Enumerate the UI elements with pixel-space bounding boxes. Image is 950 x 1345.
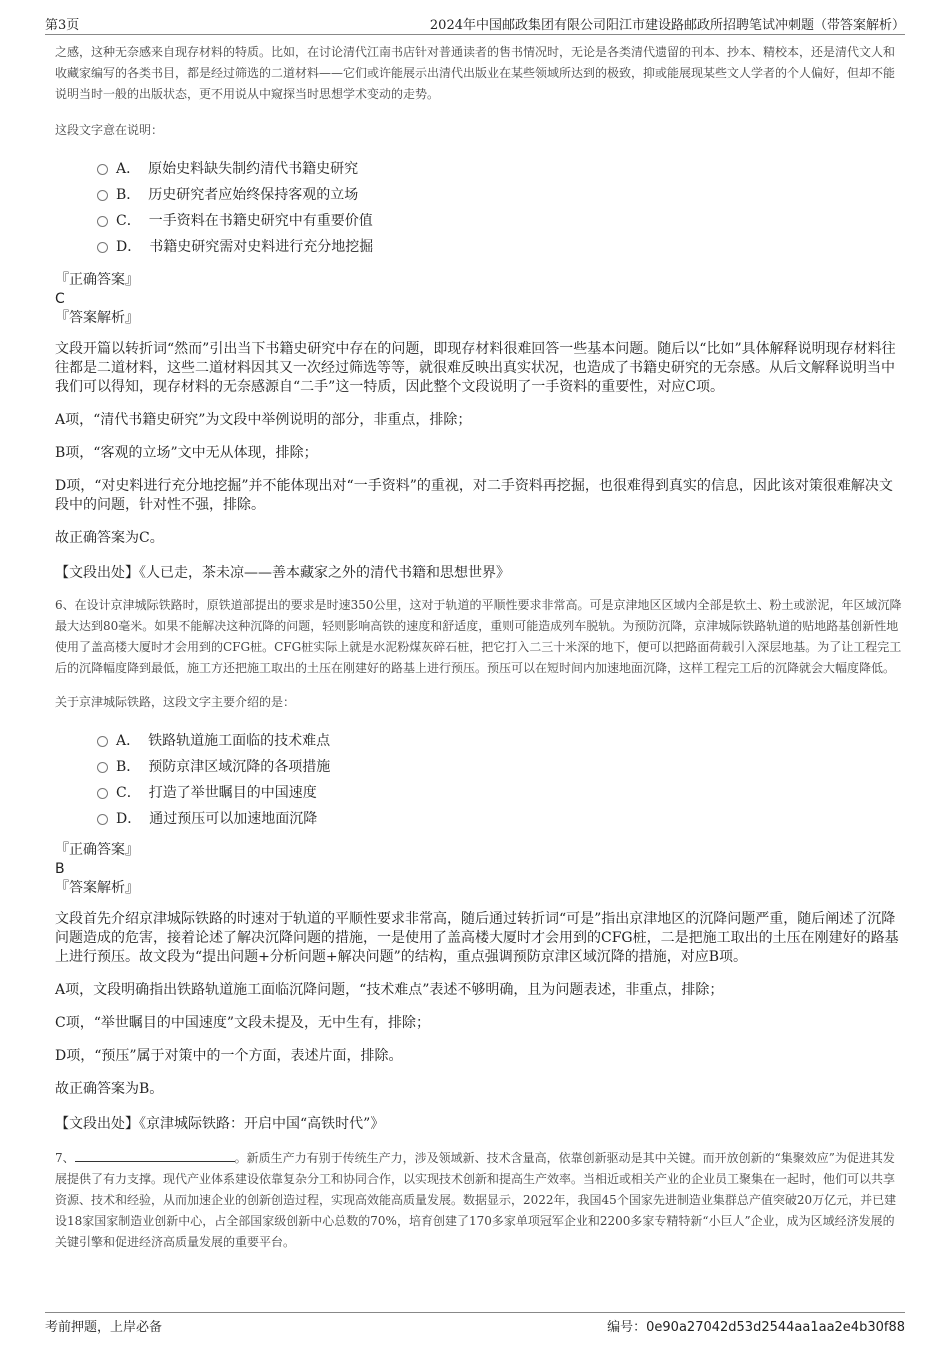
q6-options [97, 728, 905, 832]
option-letter: D． [116, 811, 142, 827]
option-text: 历史研究者应始终保持客观的立场 [148, 187, 359, 203]
q6-passage: 6、在设计京津城际铁路时，原铁道部提出的要求是时速350公里，这对于轨道的平顺性要求非常高。可是京津地区区域内全部是软土、粉土或淤泥，年区域沉降最大达到80毫米。如果不能解决这种沉降的问题，轻则影响高铁的速度和舒适度，重则可能造成列车脱轨。为预防沉降，京津城际铁路轨道的贴地路基创新性地使用了盖高楼大厦时才会用到的CFG桩。CFG桩实际上就是水泥粉煤灰碎石桩，把它打入二三十米深的地下，便可以把路面荷载引入深层地基。为了让工程完工后的沉降幅度降到最低，施工方还把施工取出的土压在刚建好的路基上进行预压。预压可以在短时间内加速地面沉降，这样工程完工后的沉降就会大幅度降低。 [55, 598, 902, 675]
q6-analysis-c: C项，“举世瞩目的中国速度”文段未提及，无中生有，排除； [55, 1015, 431, 1031]
option-text: 铁路轨道施工面临的技术难点 [148, 733, 331, 749]
radio-icon[interactable] [97, 164, 108, 175]
option-text: 原始史料缺失制约清代书籍史研究 [148, 161, 359, 177]
radio-icon[interactable] [97, 190, 108, 201]
q6-analysis-label: 『答案解析』 [55, 880, 139, 896]
radio-icon[interactable] [97, 788, 108, 799]
q5-option-b[interactable] [97, 182, 905, 208]
q5-analysis-main: 文段开篇以转折词“然而”引出当下书籍史研究中存在的问题，即现存材料很难回答一些基本问题。随后以“比如”具体解释说明现存材料往往都是二道材料，这些二道材料因其又一次经过筛选等等，就很难反映出真实状况，也造成了书籍史研究的无奈感。从后文解释说明当中我们可以得知，现存材料的无奈感源自“二手”这一特质，因此整个文段说明了一手资料的重要性，对应C项。 [55, 341, 896, 395]
q5-conclusion: 故正确答案为C。 [55, 530, 164, 546]
option-text: 书籍史研究需对史料进行充分地挖掘 [149, 239, 374, 255]
q5-analysis-label: 『答案解析』 [55, 310, 139, 326]
q5-prompt: 这段文字意在说明： [55, 123, 164, 137]
q5-options [97, 156, 905, 260]
radio-icon[interactable] [97, 762, 108, 773]
page-footer [45, 1312, 905, 1337]
page-number: 第3页 [45, 18, 80, 33]
q5-option-d[interactable] [97, 234, 905, 260]
q6-option-b[interactable] [97, 754, 905, 780]
q6-source: 【文段出处】《京津城际铁路：开启中国“高铁时代”》 [55, 1116, 385, 1132]
q6-option-d[interactable] [97, 806, 905, 832]
q6-option-a[interactable] [97, 728, 905, 754]
q5-analysis-b: B项，“客观的立场”文中无从体现，排除； [55, 445, 318, 461]
option-text: 预防京津区域沉降的各项措施 [148, 759, 331, 775]
q5-passage: 之感，这种无奈感来自现存材料的特质。比如，在讨论清代江南书店针对普通读者的售书情况时，无论是各类清代遗留的刊本、抄本、精校本，还是清代文人和收藏家编写的各类书目，都是经过筛选的二道材料——它们或许能展示出清代出版业在某些领域所达到的极致，抑或能展现某些文人学者的个人偏好，但却不能说明当时一般的出版状态，更不用说从中窥探当时思想学术变动的走势。 [55, 45, 896, 101]
q5-option-c[interactable] [97, 208, 905, 234]
q5-answer-label: 『正确答案』 [55, 272, 139, 288]
option-letter: A． [116, 733, 141, 749]
q6-prompt: 关于京津城际铁路，这段文字主要介绍的是： [55, 695, 296, 709]
main-content [55, 42, 905, 1253]
document-code [607, 1316, 905, 1335]
option-letter: B． [116, 187, 141, 203]
document-title: 2024年中国邮政集团有限公司阳江市建设路邮政所招聘笔试冲刺题（带答案解析） [429, 18, 905, 33]
q5-option-a[interactable] [97, 156, 905, 182]
radio-icon[interactable] [97, 216, 108, 227]
radio-icon[interactable] [97, 814, 108, 825]
q7-passage [55, 1148, 905, 1253]
q5-source: 【文段出处】《人已走，茶未凉——善本藏家之外的清代书籍和思想世界》 [55, 565, 510, 581]
q6-conclusion: 故正确答案为B。 [55, 1081, 164, 1097]
option-letter: A． [116, 161, 141, 177]
q5-analysis-a: A项，“清代书籍史研究”为文段中举例说明的部分，非重点，排除； [55, 412, 472, 428]
q6-analysis-d: D项，“预压”属于对策中的一个方面，表述片面，排除。 [55, 1048, 403, 1064]
option-letter: C． [116, 785, 141, 801]
fill-in-blank [75, 1149, 235, 1162]
radio-icon[interactable] [97, 736, 108, 747]
option-text: 一手资料在书籍史研究中有重要价值 [148, 213, 373, 229]
footer-slogan: 考前押题，上岸必备 [45, 1320, 163, 1335]
option-letter: D． [116, 239, 142, 255]
q6-option-c[interactable] [97, 780, 905, 806]
q5-analysis-d: D项，“对史料进行充分地挖掘”并不能体现出对“一手资料”的重视，对二手资料再挖掘，也很难得到真实的信息，因此该对策很难解决文段中的问题，针对性不强，排除。 [55, 478, 893, 513]
q7-text: 。新质生产力有别于传统生产力，涉及领域新、技术含量高，依靠创新驱动是其中关键。而开放创新的“集聚效应”为促进其发展提供了有力支撑。现代产业体系建设依靠复杂分工和协同合作，以实现技术创新和提高生产效率。当相近或相关产业的企业员工聚集在一起时，他们可以共享资源、技术和经验，从而加速企业的创新创造过程，实现高效能高质量发展。数据显示，2022年，我国45个国家先进制造业集群总产值突破20万亿元，并已建设18家国家制造业创新中心，占全部国家级创新中心总数的70%，培育创建了170多家单项冠军企业和2200多家专精特新“小巨人”企业，成为区域经济发展的关键引擎和促进经济高质量发展的重要平台。 [55, 1151, 897, 1249]
radio-icon[interactable] [97, 242, 108, 253]
option-text: 打造了举世瞩目的中国速度 [148, 785, 317, 801]
q6-answer-label: 『正确答案』 [55, 842, 139, 858]
q6-analysis-main: 文段首先介绍京津城际铁路的时速对于轨道的平顺性要求非常高，随后通过转折词“可是”指出京津地区的沉降问题严重，随后阐述了沉降问题造成的危害，接着论述了解决沉降问题的措施，一是使用了盖高楼大厦时才会用到的CFG桩，二是把施工取出的土压在刚建好的路基上进行预压。故文段为“提出问题+分析问题+解决问题”的结构，重点强调预防京津区域沉降的措施，对应B项。 [55, 911, 899, 965]
q6-answer: B [55, 861, 65, 877]
q6-analysis-a: A项，文段明确指出铁路轨道施工面临沉降问题，“技术难点”表述不够明确，且为问题表述，非重点，排除； [55, 982, 724, 998]
q5-answer: C [55, 291, 65, 307]
q7-number: 7、 [55, 1151, 75, 1165]
page-header [45, 12, 905, 35]
code-label: 编号： [607, 1320, 647, 1335]
option-text: 通过预压可以加速地面沉降 [149, 811, 318, 827]
option-letter: C． [116, 213, 141, 229]
code-value: 0e90a27042d53d2544aa1aa2e4b30f88 [646, 1320, 905, 1335]
option-letter: B． [116, 759, 141, 775]
